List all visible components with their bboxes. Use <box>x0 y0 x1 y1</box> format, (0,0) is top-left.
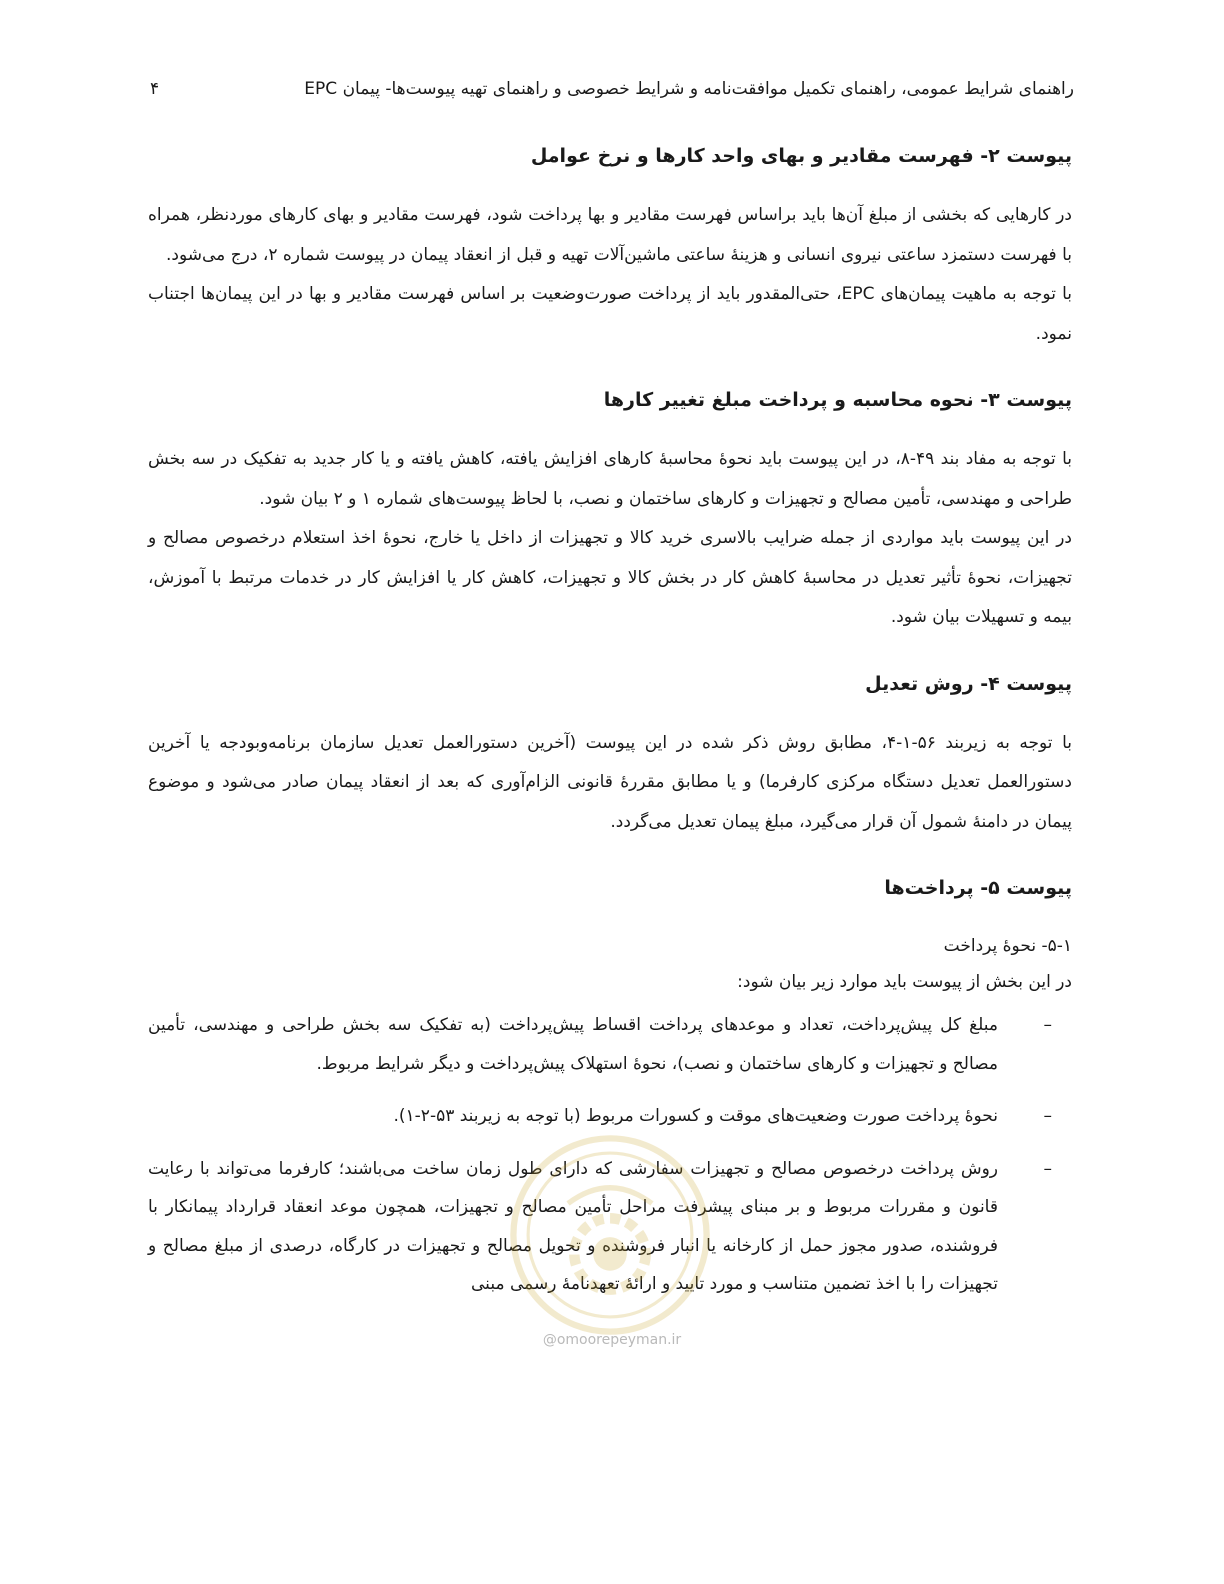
section-heading: پیوست ۴- روش تعدیل <box>865 672 1072 695</box>
section-appendix-4 <box>148 668 1072 843</box>
paragraph: با توجه به زیربند ۵۶-۱-۴، مطابق روش ذکر شده در این پیوست (آخرین دستورالعمل تعدیل سازمان برنامه‌وبودجه یا آخرین دستورالعمل تعدیل دستگاه مرکزی کارفرما) و یا مطابق مقررهٔ قانونی الزام‌آوری که بعد از انعقاد پیمان صادر می‌شود و موضوع پیمان در دامنهٔ شمول آن قرار می‌گیرد، مبلغ پیمان تعدیل می‌گردد. <box>148 732 1072 832</box>
page-content <box>148 140 1072 1318</box>
watermark-text: @omoorepeyman.ir <box>542 1332 682 1348</box>
intro-text: در این بخش از پیوست باید موارد زیر بیان شود: <box>737 972 1072 992</box>
page-header <box>150 74 1074 104</box>
section-appendix-3 <box>148 384 1072 638</box>
section-heading: پیوست ۳- نحوه محاسبه و پرداخت مبلغ تغییر کارها <box>603 389 1072 411</box>
section-heading: پیوست ۲- فهرست مقادیر و بهای واحد کارها و نرخ عوامل <box>530 145 1072 167</box>
list-item: – روش پرداخت درخصوص مصالح و تجهیزات سفارشی که دارای طول زمان ساخت می‌باشند؛ کارفرما می‌تواند با رعایت قانون و مقررات مربوط و بر مبنای پیشرفت مراحل تأمین مصالح و تجهیزات، همچون موعد انعقاد قرارداد پیمانکار با فروشنده، صدور مجوز حمل از کارخانه یا انبار فروشنده و تحویل مصالح و تجهیزات در کارگاه، درصدی از مبلغ مصالح و تجهیزات را با اخذ تضمین متناسب و مورد تایید و ارائهٔ تعهدنامهٔ رسمی مبنی <box>148 1150 1072 1304</box>
list-item: – نحوهٔ پرداخت صورت وضعیت‌های موقت و کسورات مربوط (با توجه به زیربند ۵۳-۲-۱). <box>148 1097 1072 1136</box>
section-appendix-5 <box>148 872 1072 1304</box>
page-number: ۴ <box>150 79 160 99</box>
list-item: – مبلغ کل پیش‌پرداخت، تعداد و موعدهای پرداخت اقساط پیش‌پرداخت (به تفکیک سه بخش طراحی و مهندسی، تأمین مصالح و تجهیزات و کارهای ساختمان و نصب)، نحوهٔ استهلاک پیش‌پرداخت و دیگر شرایط مربوط. <box>148 1006 1072 1083</box>
bullet-list <box>148 1006 1072 1304</box>
paragraph: در این پیوست باید مواردی از جمله ضرایب بالاسری خرید کالا و تجهیزات از داخل یا خارج، نحوهٔ اخذ استعلام درخصوص مصالح و تجهیزات، نحوهٔ تأثیر تعدیل در محاسبهٔ کاهش کار در بخش کالا و تجهیزات، کاهش کار یا افزایش کار در خدمات مرتبط با آموزش، بیمه و تسهیلات بیان شود. <box>148 528 1072 627</box>
section-heading: پیوست ۵- پرداخت‌ها <box>884 877 1072 899</box>
paragraph: با توجه به ماهیت پیمان‌های EPC، حتی‌المقدور باید از پرداخت صورت‌وضعیت بر اساس فهرست مقادیر و بها در این پیمان‌ها اجتناب نمود. <box>148 284 1072 344</box>
subheading: ۵-۱- نحوهٔ پرداخت <box>943 936 1072 956</box>
section-appendix-2 <box>148 140 1072 354</box>
paragraph: در کارهایی که بخشی از مبلغ آن‌ها باید براساس فهرست مقادیر و بها پرداخت شود، فهرست مقادیر و بهای کارهای موردنظر، همراه با فهرست دستمزد ساعتی نیروی انسانی و هزینهٔ ساعتی ماشین‌آلات تهیه و قبل از انعقاد پیمان در پیوست شماره ۲، درج می‌شود. <box>148 205 1072 265</box>
paragraph: با توجه به مفاد بند ۴۹-۸، در این پیوست باید نحوهٔ محاسبهٔ کارهای افزایش یافته، کاهش یافته و یا کار جدید به تفکیک در سه بخش طراحی و مهندسی، تأمین مصالح و تجهیزات و کارهای ساختمان و نصب، با لحاظ پیوست‌های شماره ۱ و ۲ بیان شود. <box>148 449 1072 509</box>
header-title: راهنمای شرایط عمومی، راهنمای تکمیل موافقت‌نامه و شرایط خصوصی و راهنمای تهیه پیوست‌ها- پیمان EPC <box>304 79 1074 99</box>
